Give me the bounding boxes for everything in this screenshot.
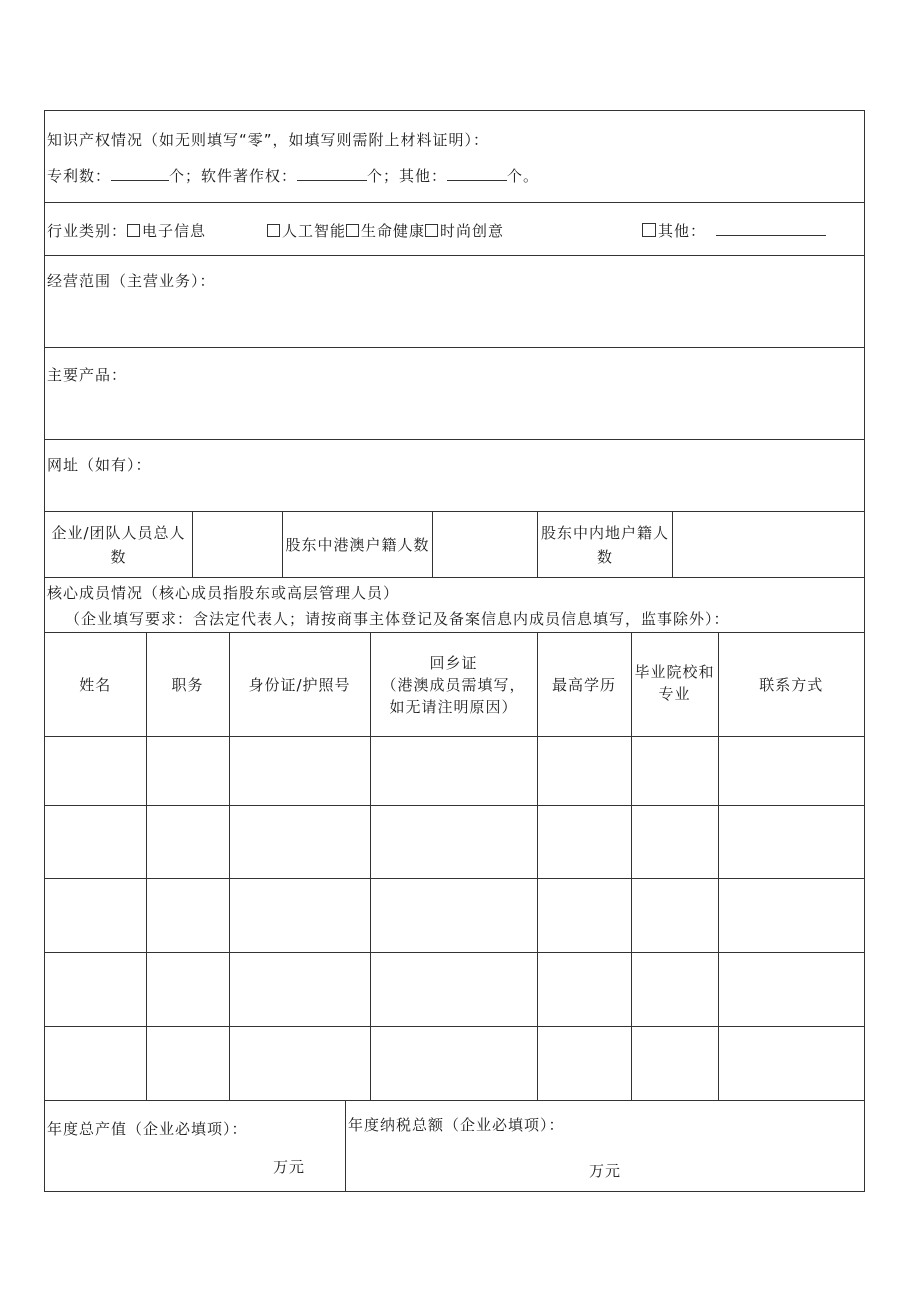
annual-tax-unit: 万元 xyxy=(589,1162,622,1180)
checkbox-other[interactable] xyxy=(642,223,656,237)
mainland-shareholders-label xyxy=(538,512,673,577)
cell[interactable] xyxy=(631,737,718,806)
patent-label: 专利数： xyxy=(47,167,112,185)
products-label: 主要产品： xyxy=(47,366,128,384)
table-row xyxy=(45,806,864,879)
cell[interactable] xyxy=(370,953,537,1027)
cell[interactable] xyxy=(537,737,631,806)
business-scope-section[interactable] xyxy=(45,256,864,348)
cell[interactable] xyxy=(45,879,146,953)
cell[interactable] xyxy=(229,1027,370,1101)
header-school xyxy=(631,633,718,737)
cell[interactable] xyxy=(718,737,864,806)
cell[interactable] xyxy=(631,1027,718,1101)
cell[interactable] xyxy=(370,737,537,806)
mainland-shareholders-text: 股东中内地户籍人数 xyxy=(541,523,670,566)
industry-other xyxy=(642,220,826,241)
checkbox-ai[interactable] xyxy=(267,224,280,237)
header-contact: 联系方式 xyxy=(718,633,864,737)
table-row xyxy=(45,737,864,806)
ip-counts xyxy=(47,165,539,186)
other-industry-field[interactable] xyxy=(716,223,826,236)
other-count-field[interactable] xyxy=(447,168,507,181)
table-header-row xyxy=(45,633,864,737)
hkmo-shareholders-text: 股东中港澳户籍人数 xyxy=(285,535,430,554)
cell[interactable] xyxy=(146,806,229,879)
checkbox-electronics[interactable] xyxy=(127,224,140,237)
header-position: 职务 xyxy=(146,633,229,737)
ip-section xyxy=(45,111,864,203)
end-label: 个。 xyxy=(507,167,540,185)
cell[interactable] xyxy=(718,1027,864,1101)
cell[interactable] xyxy=(146,879,229,953)
annual-output-unit: 万元 xyxy=(273,1158,306,1176)
checkbox-fashion[interactable] xyxy=(425,224,438,237)
cell[interactable] xyxy=(537,879,631,953)
header-permit-line3: 如无请注明原因） xyxy=(389,697,518,716)
option-ai: 人工智能 xyxy=(282,222,347,240)
hkmo-shareholders-field[interactable] xyxy=(433,512,538,577)
other-label: 个；其他： xyxy=(367,167,448,185)
cell[interactable] xyxy=(229,879,370,953)
cell[interactable] xyxy=(631,879,718,953)
software-count-field[interactable] xyxy=(297,168,367,181)
cell[interactable] xyxy=(45,806,146,879)
total-staff-label xyxy=(45,512,193,577)
checkbox-life-health[interactable] xyxy=(346,224,359,237)
option-electronics: 电子信息 xyxy=(142,222,207,240)
option-other: 其他： xyxy=(658,222,707,240)
cell[interactable] xyxy=(537,1027,631,1101)
cell[interactable] xyxy=(146,953,229,1027)
cell[interactable] xyxy=(370,806,537,879)
staff-section xyxy=(45,512,864,578)
table-row xyxy=(45,953,864,1027)
cell[interactable] xyxy=(370,879,537,953)
header-permit-line2: （港澳成员需填写， xyxy=(381,675,526,694)
cell[interactable] xyxy=(537,953,631,1027)
core-title: 核心成员情况（核心成员指股东或高层管理人员） xyxy=(47,584,400,602)
total-staff-text: 企业/团队人员总人数 xyxy=(51,523,186,566)
core-members-table xyxy=(45,632,864,1101)
annual-output-cell[interactable] xyxy=(45,1100,346,1191)
software-label: 个；软件著作权： xyxy=(169,167,298,185)
header-school-line2: 专业 xyxy=(658,685,691,703)
cell[interactable] xyxy=(229,953,370,1027)
table-row xyxy=(45,879,864,953)
header-permit-line1: 回乡证 xyxy=(429,653,478,672)
header-education: 最高学历 xyxy=(537,633,631,737)
industry-line xyxy=(47,220,206,241)
header-id: 身份证/护照号 xyxy=(229,633,370,737)
cell[interactable] xyxy=(45,737,146,806)
ip-title: 知识产权情况（如无则填写“零”，如填写则需附上材料证明）： xyxy=(47,131,490,149)
option-life-health: 生命健康 xyxy=(361,222,426,240)
industry-line-2 xyxy=(267,220,504,241)
patent-count-field[interactable] xyxy=(111,168,169,181)
cell[interactable] xyxy=(370,1027,537,1101)
cell[interactable] xyxy=(229,737,370,806)
annual-tax-cell[interactable] xyxy=(346,1100,864,1191)
cell[interactable] xyxy=(146,1027,229,1101)
cell[interactable] xyxy=(45,953,146,1027)
cell[interactable] xyxy=(631,806,718,879)
industry-label: 行业类别： xyxy=(47,222,128,240)
business-scope-label: 经营范围（主营业务）： xyxy=(47,272,216,290)
products-section[interactable] xyxy=(45,348,864,440)
cell[interactable] xyxy=(718,879,864,953)
website-label: 网址（如有）： xyxy=(47,456,152,474)
hkmo-shareholders-label xyxy=(283,512,433,577)
finance-section xyxy=(45,1100,864,1191)
header-home-return-permit xyxy=(370,633,537,737)
cell[interactable] xyxy=(146,737,229,806)
header-name: 姓名 xyxy=(45,633,146,737)
total-staff-field[interactable] xyxy=(193,512,283,577)
option-fashion: 时尚创意 xyxy=(440,222,505,240)
mainland-shareholders-field[interactable] xyxy=(673,512,864,577)
cell[interactable] xyxy=(631,953,718,1027)
industry-section xyxy=(45,203,864,256)
application-form xyxy=(44,110,865,1192)
cell[interactable] xyxy=(537,806,631,879)
website-section[interactable] xyxy=(45,440,864,512)
table-row xyxy=(45,1027,864,1101)
core-requirement: （企业填写要求：含法定代表人；请按商事主体登记及备案信息内成员信息填写，监事除外）： xyxy=(65,610,730,628)
cell[interactable] xyxy=(45,1027,146,1101)
cell[interactable] xyxy=(718,806,864,879)
annual-output-label: 年度总产值（企业必填项）： xyxy=(47,1120,248,1138)
header-school-line1: 毕业院校和 xyxy=(634,663,715,681)
cell[interactable] xyxy=(229,806,370,879)
annual-tax-label: 年度纳税总额（企业必填项）： xyxy=(348,1116,565,1134)
cell[interactable] xyxy=(718,953,864,1027)
